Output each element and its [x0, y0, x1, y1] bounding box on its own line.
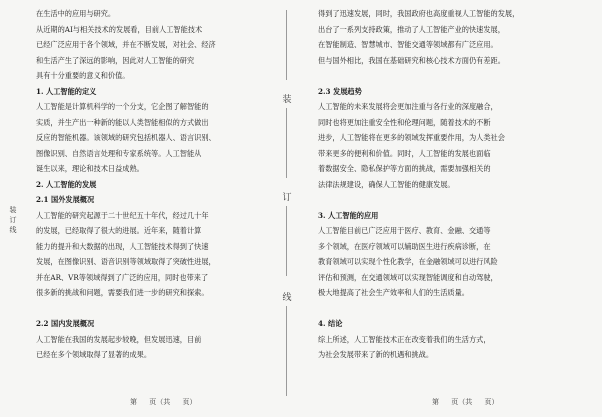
text-line: 从近期的AI与相关技术的发展看，目前人工智能技术 — [36, 24, 203, 34]
text-line: 法律法规建设，确保人工智能的健康发展。 — [318, 179, 455, 189]
text-line: 能力的提升和大数据的出现，人工智能技术得到了快速 — [36, 241, 209, 251]
section-heading: 2.3 发展趋势 — [318, 86, 362, 96]
gutter-char: 订 — [282, 193, 292, 203]
text-line: 但与国外相比，我国在基础研究和核心技术方面仍有差距。 — [318, 55, 505, 65]
text-line — [36, 301, 266, 317]
text-line: 进步，人工智能将在更多的领域发挥重要作用，为人类社会 — [318, 133, 505, 142]
text-line: 人工智能的研究起源于二十世纪五十年代，经过几十年 — [36, 210, 209, 220]
gutter-char: 线 — [282, 293, 292, 303]
page-unit: 页（共 — [451, 398, 473, 406]
text-line: 在生活中的应用与研究。 — [36, 9, 116, 18]
text-line: 多个领域，在医疗领域可以辅助医生进行疾病诊断，在 — [318, 241, 491, 251]
text-line — [318, 301, 594, 317]
text-line: 人工智能在我国的发展起步较晚，但发展迅速，目前 — [36, 334, 202, 344]
section-heading: 2. 人工智能的发展 — [36, 179, 97, 189]
text-line: 已经在多个领域取得了显著的成果。 — [36, 350, 152, 359]
text-line: 发展，在图像识别、语音识别等领域取得了突破性进展， — [36, 257, 216, 266]
gutter-char: 装 — [282, 95, 292, 105]
page-label: 第 — [432, 398, 439, 406]
page-label: 第 — [130, 398, 137, 406]
section-heading: 2.2 国内发展概况 — [36, 319, 95, 328]
gutter-dash — [286, 206, 287, 276]
text-line: 带来更多的便利和价值。同时，人工智能的发展也面临 — [318, 148, 491, 158]
text-line: 人工智能目前已广泛应用于医疗、教育、金融、交通等 — [318, 226, 491, 235]
text-line: 人工智能的未来发展将会更加注重与各行业的深度融合， — [318, 102, 498, 111]
text-line: 极大地提高了社会生产效率和人们的生活质量。 — [318, 288, 469, 297]
text-line: 在智能制造、智慧城市、智能交通等领域都有广泛应用。 — [318, 40, 498, 49]
text-line — [318, 192, 594, 208]
text-line: 反应的智能机器。该领域的研究包括机器人、语言识别、 — [36, 133, 216, 142]
text-line: 着数据安全、隐私保护等方面的挑战，需要加强相关的 — [318, 164, 491, 173]
section-heading: 1. 人工智能的定义 — [36, 86, 97, 96]
text-line: 诞生以来，理论和技术日益成熟。 — [36, 164, 144, 173]
binding-char: 订 — [9, 216, 17, 224]
total-unit: 页） — [182, 398, 197, 406]
left-page-footer — [130, 397, 206, 407]
right-page-footer — [432, 397, 508, 407]
right-page-text — [318, 6, 594, 363]
gutter-binding-line — [266, 0, 306, 417]
text-line: 具有十分重要的意义和价值。 — [36, 71, 130, 80]
text-line: 人工智能是计算机科学的一个分支，它企图了解智能的 — [36, 102, 209, 111]
text-line — [318, 68, 594, 84]
section-heading: 4. 结论 — [318, 319, 343, 328]
left-page — [0, 0, 300, 417]
text-line: 已经广泛应用于各个领域，并在不断发展，对社会、经济 — [36, 40, 216, 49]
text-line: 图像识别、自然语言处理和专家系统等。人工智能从 — [36, 148, 202, 158]
text-line: 很多新的挑战和问题，需要我们进一步的研究和探索。 — [36, 288, 209, 297]
text-line: 的发展，已经取得了很大的进展。近年来，随着计算 — [36, 226, 202, 235]
left-page-text — [36, 6, 266, 363]
binding-char: 线 — [9, 226, 17, 234]
total-unit: 页） — [484, 398, 499, 406]
text-line: 综上所述，人工智能技术正在改变着我们的生活方式， — [318, 334, 491, 344]
text-line: 为社会发展带来了新的机遇和挑战。 — [318, 350, 434, 359]
right-page — [302, 0, 602, 417]
text-line: 和生活产生了深远的影响，因此对人工智能的研究 — [36, 55, 195, 65]
section-heading: 2.1 国外发展概况 — [36, 195, 95, 204]
text-line: 同时也将更加注重安全性和伦理问题，随着技术的不断 — [318, 117, 491, 127]
text-line: 教育领域可以实现个性化教学，在金融领域可以进行风险 — [318, 257, 498, 266]
text-line: 出台了一系列支持政策，推动了人工智能产业的快速发展， — [318, 24, 505, 34]
text-line: 得到了迅速发展，同时，我国政府也高度重视人工智能的发展， — [318, 9, 520, 18]
page-unit: 页（共 — [149, 398, 171, 406]
gutter-dash — [286, 10, 287, 80]
gutter-dash — [286, 306, 287, 396]
section-heading: 3. 人工智能的应用 — [318, 210, 379, 220]
text-line: 实质，并生产出一种新的能以人类智能相似的方式做出 — [36, 117, 209, 127]
binding-char: 装 — [9, 206, 17, 214]
text-line: 并在AR、VR等领域得到了广泛的应用，同时也带来了 — [36, 272, 209, 282]
gutter-dash — [286, 108, 287, 178]
text-line: 评估和预测，在交通领域可以实现智能调度和自动驾驶， — [318, 272, 498, 282]
binding-label — [6, 205, 20, 235]
